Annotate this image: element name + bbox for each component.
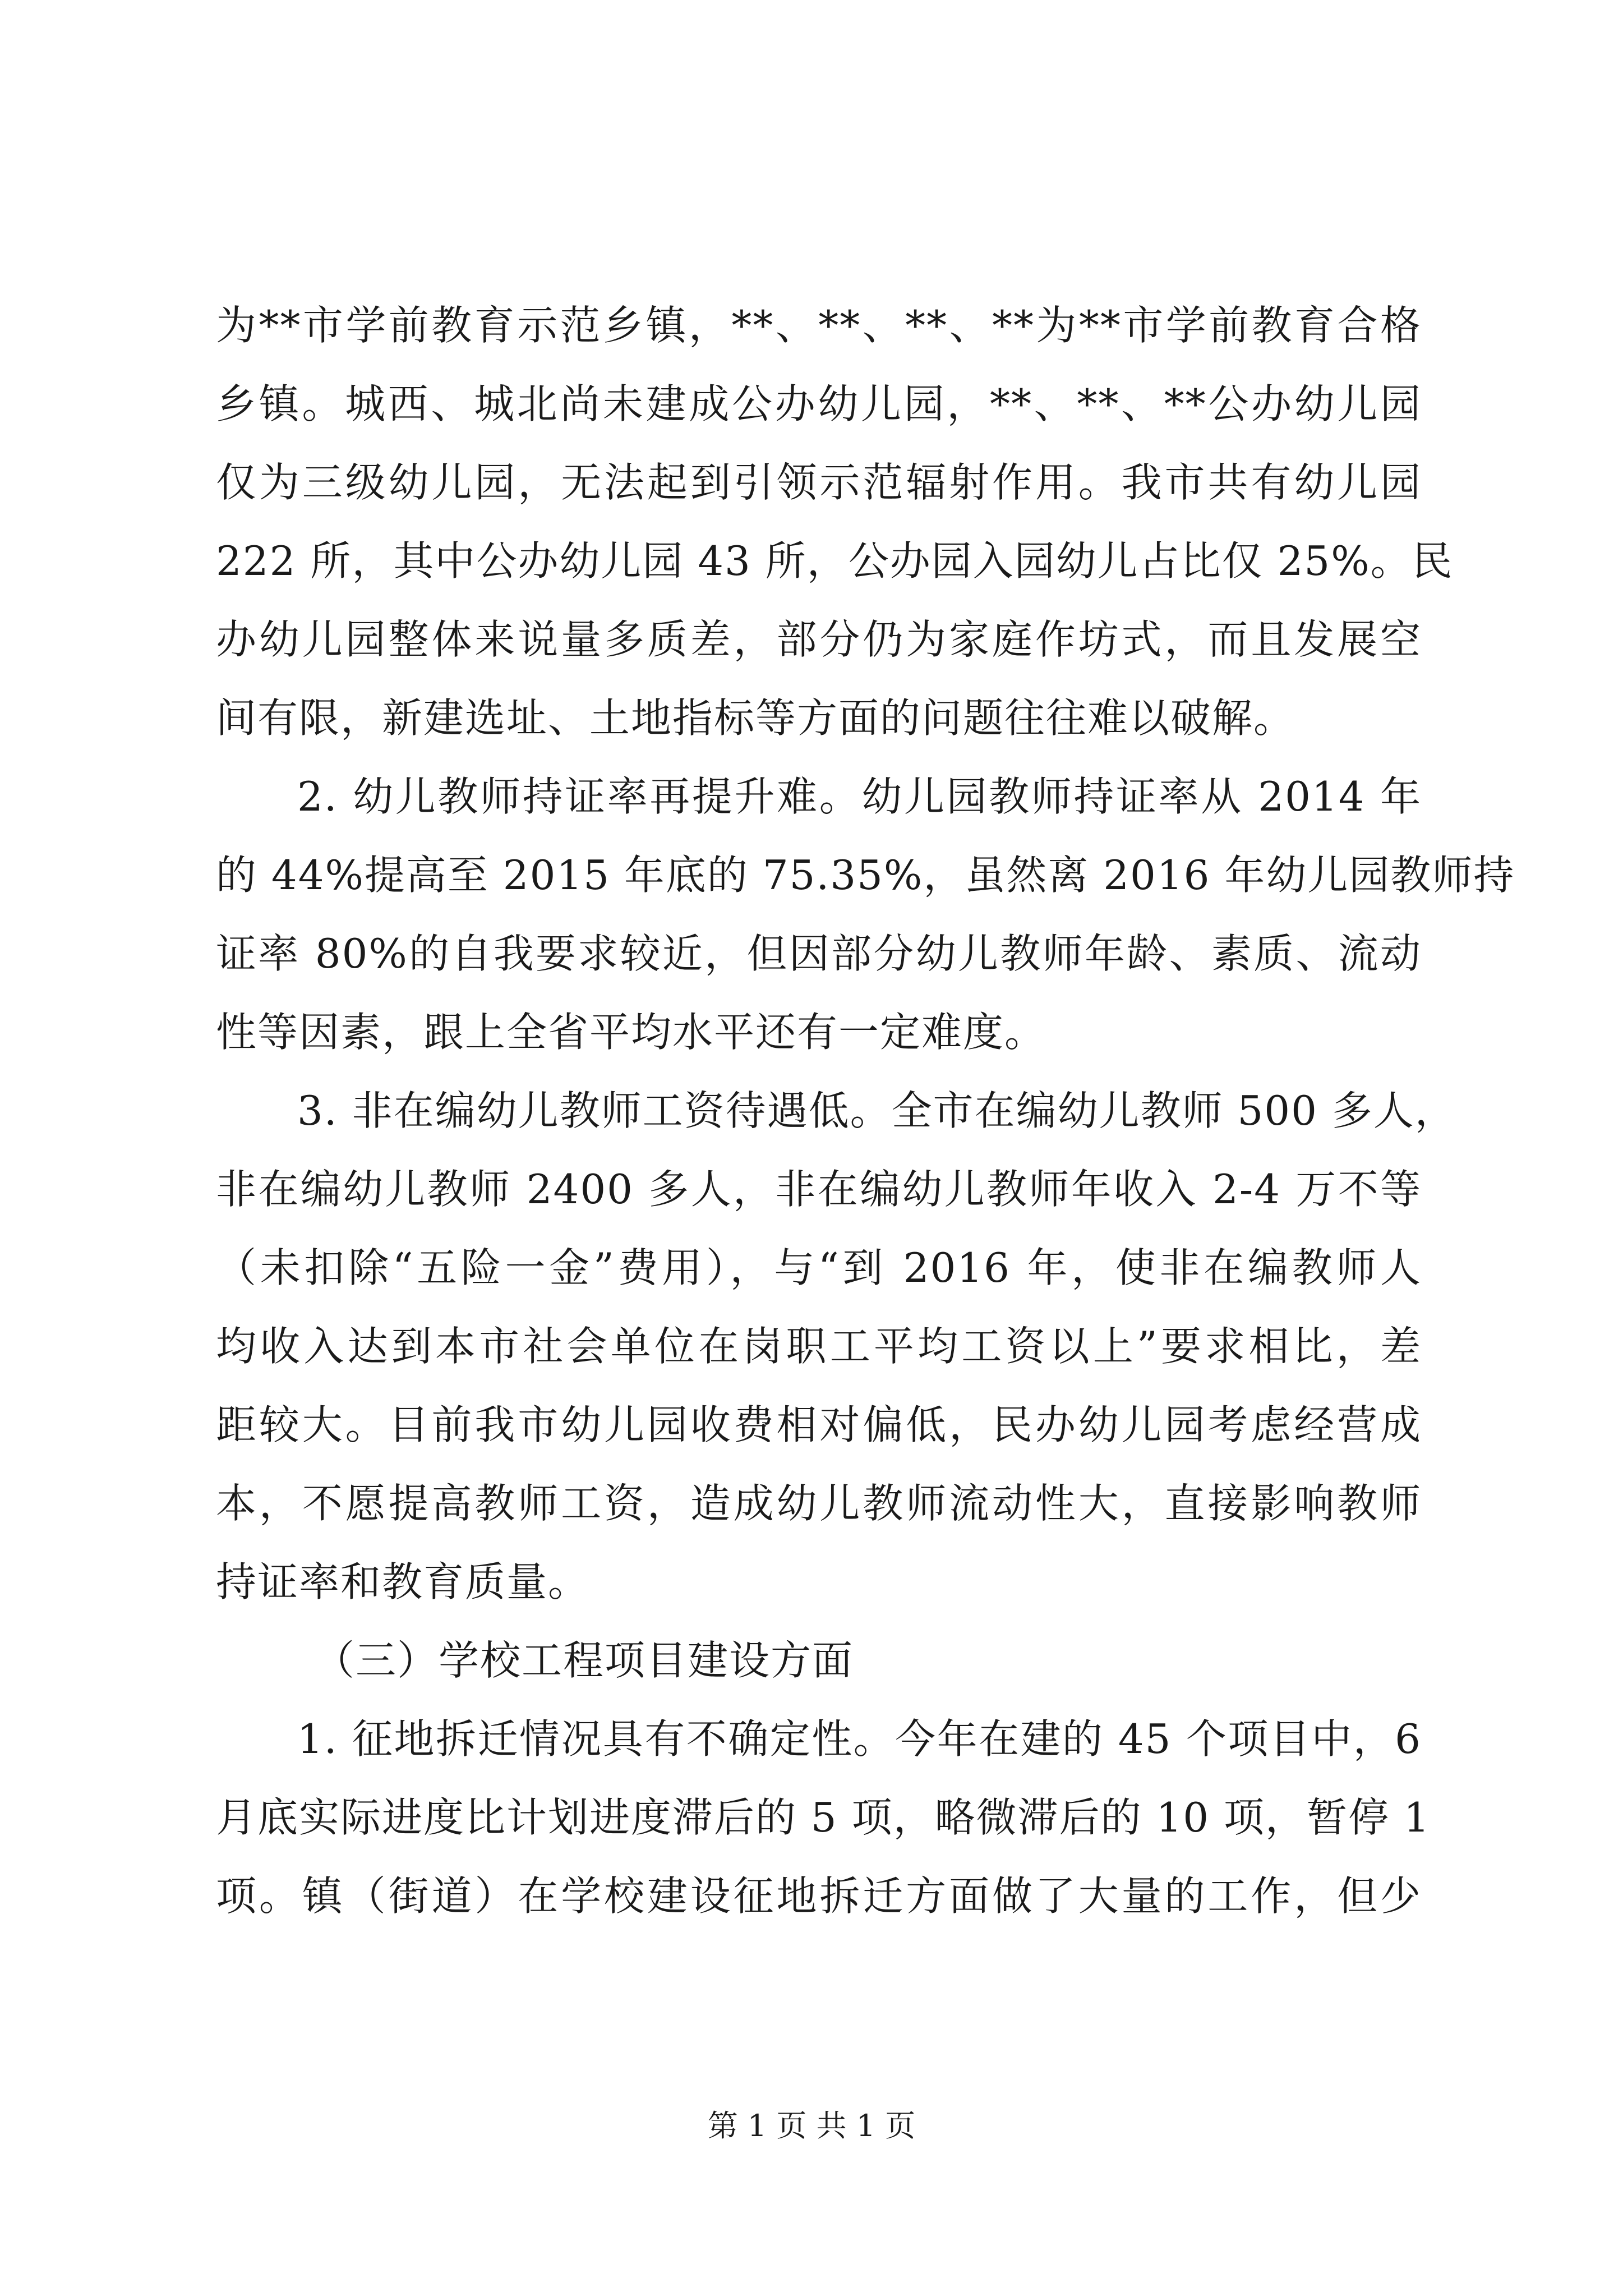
text-line: 办幼儿园整体来说量多质差，部分仍为家庭作坊式，而且发展空 (216, 616, 1422, 663)
text-line: 222 所，其中公办幼儿园 43 所，公办园入园幼儿占比仅 25%。民 (216, 537, 1454, 585)
paragraph-heading-line: 1. 征地拆迁情况具有不确定性。今年在建的 45 个项目中，6 (297, 1715, 1422, 1763)
text-line: 非在编幼儿教师 2400 多人，非在编幼儿教师年收入 2-4 万不等 (216, 1166, 1422, 1213)
text-line: 项。镇（街道）在学校建设征地拆迁方面做了大量的工作，但少 (216, 1872, 1422, 1920)
text-line: （未扣除“五险一金”费用），与“到 2016 年，使非在编教师人 (216, 1244, 1422, 1291)
text-line: 月底实际进度比计划进度滞后的 5 项，略微滞后的 10 项，暂停 1 (216, 1794, 1431, 1841)
text-line: 持证率和教育质量。 (216, 1558, 590, 1605)
text-line: 仅为三级幼儿园，无法起到引领示范辐射作用。我市共有幼儿园 (216, 459, 1422, 506)
paragraph-heading-line: 3. 非在编幼儿教师工资待遇低。全市在编幼儿教师 500 多人， (297, 1087, 1456, 1134)
page-number-footer: 第 1 页 共 1 页 (707, 2108, 916, 2143)
text-line: 性等因素，跟上全省平均水平还有一定难度。 (216, 1009, 1046, 1056)
paragraph-heading-line: 2. 幼儿教师持证率再提升难。幼儿园教师持证率从 2014 年 (297, 773, 1422, 820)
text-line: 均收入达到本市社会单位在岗职工平均工资以上”要求相比，差 (216, 1323, 1422, 1370)
section-heading: （三）学校工程项目建设方面 (314, 1637, 854, 1684)
text-line: 的 44%提高至 2015 年底的 75.35%，虽然离 2016 年幼儿园教师持 (216, 852, 1515, 899)
text-line: 乡镇。城西、城北尚未建成公办幼儿园，**、**、**公办幼儿园 (216, 380, 1422, 427)
text-line: 间有限，新建选址、土地指标等方面的问题往往难以破解。 (216, 694, 1295, 742)
text-line: 证率 80%的自我要求较近，但因部分幼儿教师年龄、素质、流动 (216, 930, 1422, 977)
text-line: 距较大。目前我市幼儿园收费相对偏低，民办幼儿园考虑经营成 (216, 1401, 1422, 1448)
text-line: 为**市学前教育示范乡镇，**、**、**、**为**市学前教育合格 (216, 302, 1422, 349)
text-line: 本，不愿提高教师工资，造成幼儿教师流动性大，直接影响教师 (216, 1480, 1422, 1527)
